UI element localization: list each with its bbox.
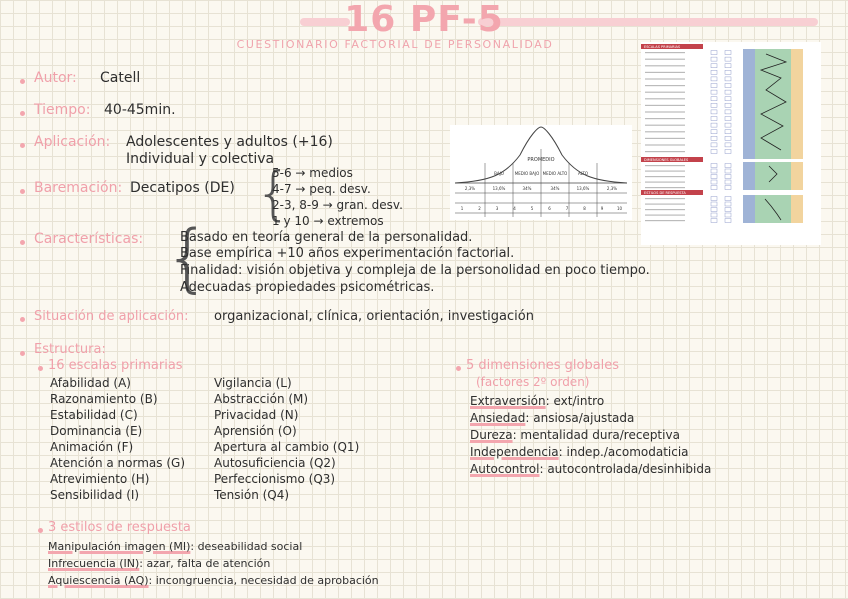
curve-axis-tick: 5: [530, 206, 534, 211]
bullet: [20, 317, 25, 322]
estilo-name: Aquiescencia (AQ): [48, 574, 149, 587]
estilos-label: 3 estilos de respuesta: [48, 520, 191, 535]
bullet: [20, 111, 25, 116]
curve-pct: 34%: [522, 186, 532, 191]
bullet: [38, 366, 43, 371]
escala-item: Tensión (Q4): [214, 488, 290, 502]
chart-row-label: [645, 209, 685, 210]
chart-row-label: [645, 198, 685, 199]
dimension-item: [470, 428, 680, 442]
dimension-desc: : ansiosa/ajustada: [525, 411, 635, 425]
caracteristica-item: Finalidad: visión objetiva y compleja de la personolidad en poco tiempo.: [180, 263, 650, 278]
chart-row-box: [711, 77, 717, 81]
chart-row-box: [711, 186, 717, 190]
chart-row-box: [711, 136, 717, 140]
chart-row-label: [645, 165, 685, 166]
chart-row-box: [711, 123, 717, 127]
estructura-label: Estructura:: [34, 342, 106, 357]
chart-row-label: [645, 151, 685, 152]
tiempo-value: 40-45min.: [104, 102, 176, 118]
low-band: [743, 195, 755, 223]
escala-item: Perfeccionismo (Q3): [214, 472, 336, 486]
dimension-item: [470, 394, 604, 408]
baremacion-item: 2-3, 8-9 → gran. desv.: [272, 198, 403, 212]
chart-row-label: [645, 171, 685, 172]
autor-label: Autor:: [34, 70, 77, 86]
chart-row-box: [725, 110, 731, 114]
aplicacion-line1: Adolescentes y adultos (+16): [126, 134, 333, 150]
curve-label: PROMEDIO: [527, 157, 555, 163]
chart-row-label: [645, 138, 685, 139]
chart-row-box: [725, 175, 731, 179]
chart-row-box: [725, 208, 731, 212]
chart-row-box: [711, 169, 717, 173]
escala-item: Vigilancia (L): [214, 376, 292, 390]
curve-axis-tick: 8: [583, 206, 586, 211]
dimension-desc: : mentalidad dura/receptiva: [512, 428, 680, 442]
chart-row-box: [725, 202, 731, 206]
curve-axis-tick: 4: [513, 206, 516, 211]
low-band: [743, 49, 755, 159]
chart-row-box: [711, 143, 717, 147]
estilo-desc: : azar, falta de atención: [139, 557, 271, 570]
estilo-name: Manipulación imagen (MI): [48, 540, 191, 553]
chart-row-box: [725, 169, 731, 173]
chart-row-label: [645, 98, 685, 99]
chart-row-box: [725, 117, 731, 121]
chart-row-label: [645, 131, 685, 132]
aplicacion-line2: Individual y colectiva: [126, 151, 275, 167]
dimension-name: Dureza: [470, 428, 513, 442]
chart-row-label: [645, 187, 685, 188]
chart-row-box: [711, 117, 717, 121]
chart-row-box: [725, 51, 731, 55]
aplicacion-label: Aplicación:: [34, 134, 111, 150]
dimension-name: Ansiedad: [470, 411, 526, 425]
chart-row-label: [645, 204, 685, 205]
bullet: [20, 351, 25, 356]
chart-row-box: [725, 197, 731, 201]
escalas-label: 16 escalas primarias: [48, 358, 183, 373]
chart-row-label: [645, 105, 685, 106]
escala-item: Animación (F): [50, 440, 134, 454]
chart-row-box: [725, 150, 731, 154]
high-band: [791, 162, 803, 190]
bullet: [20, 79, 25, 84]
dimension-item: [470, 411, 634, 425]
chart-row-box: [711, 180, 717, 184]
curve-band: BAJO: [494, 171, 504, 176]
bullet: [20, 240, 25, 245]
chart-row-box: [711, 64, 717, 68]
chart-row-box: [725, 90, 731, 94]
chart-row-box: [711, 208, 717, 212]
dimension-name: Autocontrol: [470, 462, 540, 476]
escala-item: Estabilidad (C): [50, 408, 138, 422]
dimensiones-label: 5 dimensiones globales: [466, 358, 620, 373]
autor-value: Catell: [100, 70, 141, 86]
escala-item: Sensibilidad (I): [50, 488, 140, 502]
chart-row-box: [725, 164, 731, 168]
chart-row-box: [711, 57, 717, 61]
caracteristica-item: Basado en teoría general de la personalidad.: [180, 230, 473, 245]
high-band: [791, 49, 803, 159]
curve-axis-tick: 10: [616, 206, 623, 211]
low-band: [743, 162, 755, 190]
chart-row-label: [645, 85, 685, 86]
caracteristica-item: Adecuadas propiedades psicométricas.: [180, 280, 435, 295]
dimensiones-sub: (factores 2º orden): [476, 375, 590, 389]
chart-row-box: [711, 197, 717, 201]
curve-axis-tick: 7: [565, 206, 569, 211]
caracteristicas-label: Características:: [34, 231, 144, 247]
chart-row-box: [711, 175, 717, 179]
baremacion-value: Decatipos (DE): [130, 180, 235, 196]
estilo-desc: : incongruencia, necesidad de aprobación: [148, 574, 379, 587]
chart-row-label: [645, 92, 685, 93]
dimension-name: Independencia: [470, 445, 559, 459]
estilo-desc: : deseabilidad social: [190, 540, 303, 553]
chart-row-box: [725, 70, 731, 74]
chart-row-box: [725, 77, 731, 81]
chart-row-box: [725, 136, 731, 140]
dimension-item: [470, 462, 711, 476]
curve-axis-tick: 2: [478, 206, 481, 211]
brace: {: [164, 215, 212, 301]
chart-row-label: [645, 144, 685, 145]
page-subtitle: CUESTIONARIO FACTORIAL DE PERSONALIDAD: [236, 38, 554, 51]
escala-item: Atrevimiento (H): [50, 472, 150, 486]
chart-row-label: [645, 59, 685, 60]
chart-row-label: [645, 182, 685, 183]
brace: {: [255, 159, 292, 227]
dimension-desc: : autocontrolada/desinhibida: [539, 462, 712, 476]
chart-row-box: [725, 103, 731, 107]
bullet: [38, 528, 43, 533]
escala-item: Afabilidad (A): [50, 376, 131, 390]
baremacion-label: Baremación:: [34, 180, 123, 196]
chart-row-box: [711, 70, 717, 74]
curve-axis-tick: 3: [495, 206, 499, 211]
estilo-item: [48, 557, 270, 570]
chart-row-box: [711, 130, 717, 134]
escala-item: Privacidad (N): [214, 408, 299, 422]
dimension-item: [470, 445, 689, 459]
curve-pct: 2,3%: [464, 186, 476, 191]
chart-row-label: [645, 118, 685, 119]
chart-row-box: [725, 64, 731, 68]
curve-band: MEDIO ALTO: [542, 171, 568, 176]
section-title: DIMENSIONES GLOBALES: [644, 158, 689, 162]
chart-row-label: [645, 220, 685, 221]
escala-item: Apertura al cambio (Q1): [214, 440, 360, 454]
situacion-value: organizacional, clínica, orientación, investigación: [214, 309, 534, 324]
bullet: [456, 366, 461, 371]
chart-row-box: [725, 143, 731, 147]
chart-row-box: [711, 213, 717, 217]
mid-band: [755, 162, 791, 190]
curve-pct: 34%: [550, 186, 560, 191]
dimension-name: Extraversión: [470, 394, 546, 408]
curve-axis-tick: 9: [600, 206, 604, 211]
chart-row-box: [725, 219, 731, 223]
chart-row-box: [711, 110, 717, 114]
high-band: [791, 195, 803, 223]
estilo-item: [48, 540, 302, 553]
chart-row-box: [711, 103, 717, 107]
escala-item: Razonamiento (B): [50, 392, 158, 406]
chart-row-label: [645, 72, 685, 73]
chart-row-box: [711, 164, 717, 168]
chart-row-box: [711, 90, 717, 94]
chart-row-label: [645, 52, 685, 53]
chart-row-box: [711, 51, 717, 55]
baremacion-item: 1 y 10 → extremos: [272, 214, 384, 228]
situacion-label: Situación de aplicación:: [34, 309, 189, 324]
chart-row-box: [725, 180, 731, 184]
chart-row-box: [711, 202, 717, 206]
tiempo-label: Tiempo:: [34, 102, 91, 118]
chart-row-box: [725, 57, 731, 61]
escala-item: Atención a normas (G): [50, 456, 185, 470]
chart-row-label: [645, 176, 685, 177]
escala-item: Dominancia (E): [50, 424, 143, 438]
curve-band: ALTO: [577, 171, 589, 176]
page-title: 16 PF-5: [344, 0, 504, 40]
curve-pct: 13,6%: [492, 186, 506, 191]
dimension-desc: : indep./acomodaticia: [558, 445, 689, 459]
escala-item: Abstracción (M): [214, 392, 309, 406]
chart-row-box: [711, 84, 717, 88]
baremacion-item: 4-7 → peq. desv.: [272, 182, 371, 196]
section-title: ESTILOS DE RESPUESTA: [644, 191, 686, 195]
chart-row-label: [645, 78, 685, 79]
chart-row-label: [645, 215, 685, 216]
chart-row-box: [725, 123, 731, 127]
bullet: [20, 189, 25, 194]
curve-axis-tick: 1: [460, 206, 464, 211]
baremacion-item: 5-6 → medios: [272, 166, 353, 180]
curve-axis-tick: 6: [548, 206, 551, 211]
normal-curve-figure: [450, 125, 632, 220]
chart-row-box: [725, 97, 731, 101]
chart-row-box: [711, 219, 717, 223]
dimension-desc: : ext/intro: [545, 394, 605, 408]
section-title: ESCALAS PRIMARIAS: [644, 45, 681, 49]
chart-row-box: [711, 150, 717, 154]
chart-row-label: [645, 111, 685, 112]
chart-row-label: [645, 65, 685, 66]
profile-chart-figure: [641, 42, 821, 245]
curve-pct: 13,6%: [576, 186, 590, 191]
bullet: [20, 143, 25, 148]
mid-band: [755, 49, 791, 159]
chart-row-box: [725, 213, 731, 217]
chart-row-box: [725, 186, 731, 190]
estilo-item: [48, 574, 379, 587]
escala-item: Aprensión (O): [214, 424, 297, 438]
chart-row-box: [725, 130, 731, 134]
estilo-name: Infrecuencia (IN): [48, 557, 140, 570]
escala-item: Autosuficiencia (Q2): [214, 456, 336, 470]
curve-pct: 2,3%: [606, 186, 618, 191]
chart-row-box: [711, 97, 717, 101]
chart-row-box: [725, 84, 731, 88]
caracteristica-item: Base empírica +10 años experimentación factorial.: [180, 246, 515, 261]
chart-row-label: [645, 125, 685, 126]
curve-band: MEDIO BAJO: [514, 171, 540, 176]
